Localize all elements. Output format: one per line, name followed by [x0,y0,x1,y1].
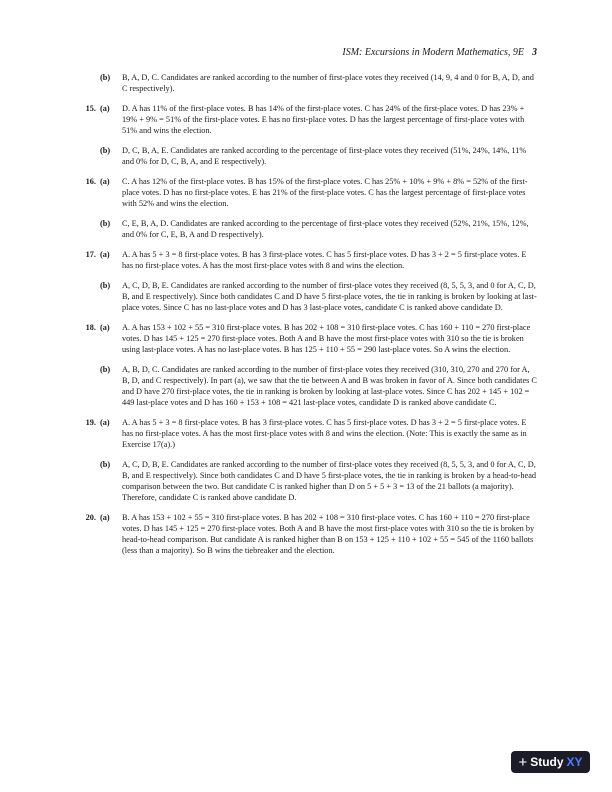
page-number: 3 [532,47,537,58]
exercise-number: 19. [85,418,96,427]
running-header [342,47,537,58]
solution-text: A. A has 5 + 3 = 8 first-place votes. B has 3 first-place votes. C has 5 first-place votes. D has 3 + 2 = 5 first-place votes. E has no first-place votes. A has the most first-place votes with 8 and wins the election. [122,250,527,270]
badge-xy-text: XY [566,755,583,769]
plus-icon: + [518,753,528,771]
part-label: (a) [100,513,110,522]
solution-text: A, C, D, B, E. Candidates are ranked according to the number of first-place votes they received (8, 5, 5, 3, and 0 for A, C, D, B, and E respectively). Since both candidates C and D have 5 first-place votes, the tie in ranking is broken by a head-to-head comparison between the two. But candidate C is ranked higher than D on 5 + 5 + 3 = 13 of the 21 ballots (a majority). Therefore, candidate C is ranked above candidate D. [122,460,537,502]
solution-entry [78,103,538,136]
badge-study-text: Study [530,755,564,769]
solution-entry [78,145,538,167]
part-label: (b) [100,219,111,228]
solution-text: C. A has 12% of the first-place votes. B has 15% of the first-place votes. C has 25% + 10% + 9% + 8% = 52% of the first-place votes. D has no first-place votes. E has 21% of the first-place votes. C has the largest percentage of first-place votes with 52% and wins the election. [122,177,528,208]
part-label: (a) [100,250,110,259]
solution-entry [78,512,538,556]
solution-entry [78,218,538,240]
part-label: (b) [100,365,111,374]
solution-entry [78,249,538,271]
solution-text: C, E, B, A, D. Candidates are ranked according to the percentage of first-place votes they received (52%, 21%, 15%, 12%, and 0% for C, E, B, A and D respectively). [122,219,529,239]
solution-text: D, C, B, A, E. Candidates are ranked according to the percentage of first-place votes they received (51%, 24%, 14%, 11% and 0% for D, C, B, A, and E respectively). [122,146,527,166]
exercise-number: 15. [85,104,96,113]
part-label: (b) [100,460,111,469]
solutions-list [78,72,538,565]
book-title: ISM: Excursions in Modern Mathematics, 9E [342,47,524,58]
part-label: (a) [100,104,110,113]
solution-text: A. A has 153 + 102 + 55 = 310 first-place votes. B has 202 + 108 = 310 first-place votes. C has 160 + 110 = 270 first-place votes. D has 145 + 125 = 270 first-place votes. Both A and B have the most first-place votes with 310 so the tie is broken using last-place votes. A has no last-place votes. B has 125 + 110 + 55 = 290 last-place votes. So A wins the election. [122,323,531,354]
solution-text: A. A has 5 + 3 = 8 first-place votes. B has 3 first-place votes. C has 5 first-place votes. D has 3 + 2 = 5 first-place votes. E has no first-place votes. A has the most first-place votes with 8 and wins the election. (Note: This is exactly the same as in Exercise 17(a).) [122,418,527,449]
part-label: (a) [100,177,110,186]
exercise-number: 20. [85,513,96,522]
solution-entry [78,417,538,450]
solution-entry [78,176,538,209]
solution-text: B, A, D, C. Candidates are ranked according to the number of first-place votes they received (14, 9, 4 and 0 for B, A, D, and C respectively). [122,73,534,93]
solution-entry [78,322,538,355]
solution-entry [78,364,538,408]
solution-text: D. A has 11% of the first-place votes. B has 14% of the first-place votes. C has 24% of the first-place votes. D has 23% + 19% + 9% = 51% of the first-place votes. E has no first-place votes. D has the largest percentage of first-place votes with 51% and wins the election. [122,104,525,135]
part-label: (b) [100,73,111,82]
exercise-number: 18. [85,323,96,332]
solution-text: A, C, D, B, E. Candidates are ranked according to the number of first-place votes they received (8, 5, 5, 3, and 0 for A, C, D, B, and E respectively). Since both candidates C and D have 5 first-place votes, the tie in ranking is broken by looking at last-place votes. Since C has no last-place votes and D has 3 last-place votes, candidate C is ranked above candidate D. [122,281,537,312]
part-label: (a) [100,418,110,427]
solution-entry [78,72,538,94]
exercise-number: 17. [85,250,96,259]
studyxy-badge[interactable] [511,751,590,773]
solution-text: B. A has 153 + 102 + 55 = 310 first-place votes. B has 202 + 108 = 310 first-place votes. C has 160 + 110 = 270 first-place votes. D has 145 + 125 = 270 first-place votes. Both A and B have the most first-place votes with 310 so the tie is broken by head-to-head comparison. But candidate A is ranked higher than B on 153 + 125 + 110 + 102 + 55 = 545 of the 1160 ballots (less than a majority). So B wins the tiebreaker and the election. [122,513,535,555]
part-label: (a) [100,323,110,332]
solution-entry [78,459,538,503]
solution-text: A, B, D, C. Candidates are ranked according to the number of first-place votes they received (310, 310, 270 and 270 for A, B, D, and C respectively). In part (a), we saw that the tie between A and B was broken in favor of A. Since both candidates C and D have 270 first-place votes, the tie in ranking is broken by looking at last-place votes. Since C has 202 + 145 + 102 = 449 last-place votes and D has 160 + 153 + 108 = 421 last-place votes, candidate D is ranked above candidate C. [122,365,537,407]
exercise-number: 16. [85,177,96,186]
part-label: (b) [100,146,111,155]
solution-entry [78,280,538,313]
part-label: (b) [100,281,111,290]
